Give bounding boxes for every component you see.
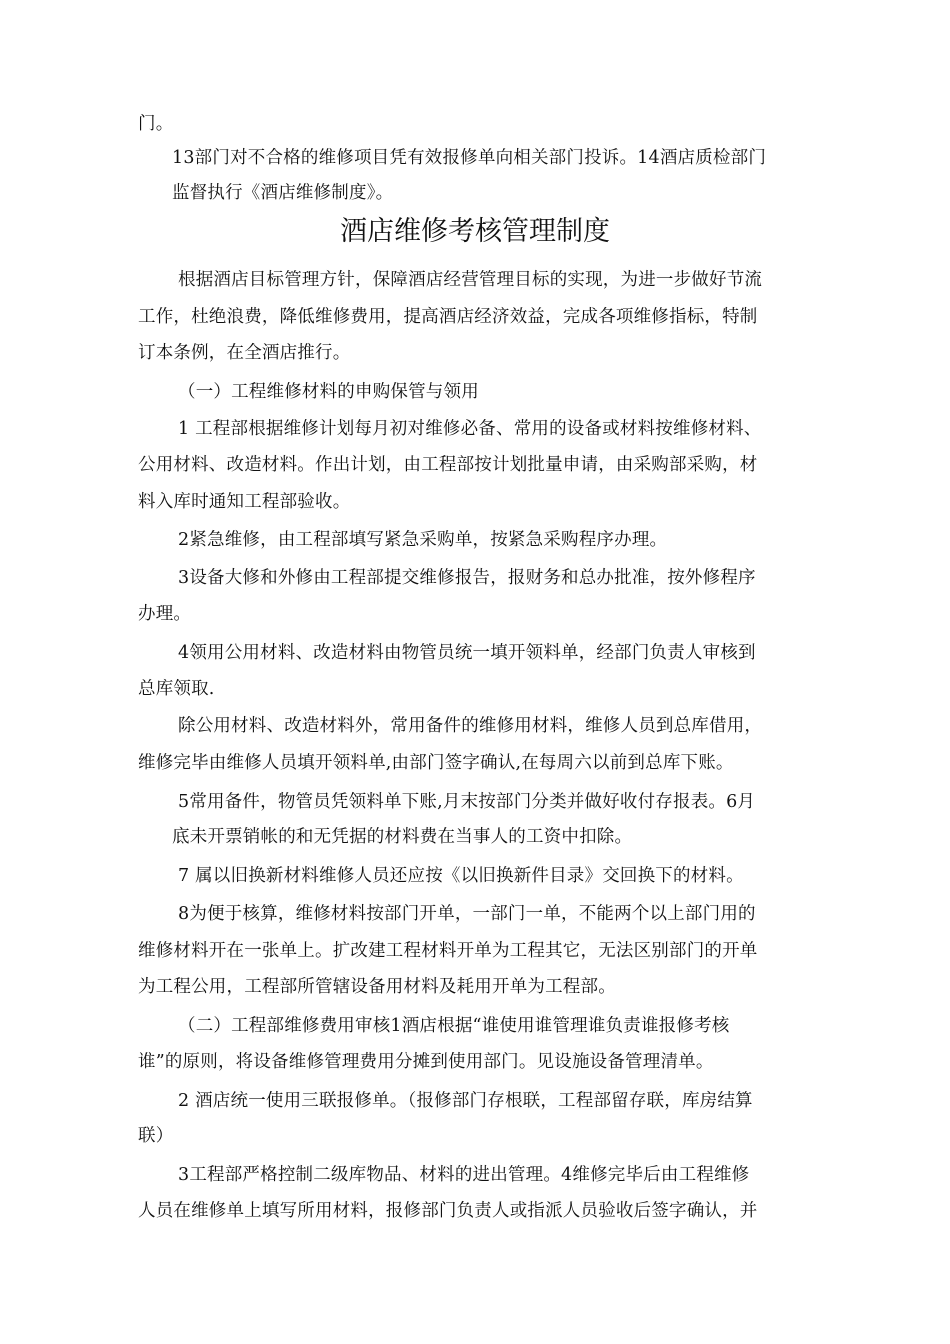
text-line: 13部门对不合格的维修项目凭有效报修单向相关部门投诉。14酒店质检部门 bbox=[172, 148, 767, 168]
text-line: 3设备大修和外修由工程部提交维修报告，报财务和总办批准，按外修程序 bbox=[178, 568, 756, 588]
text-line: 除公用材料、改造材料外，常用备件的维修用材料，维修人员到总库借用， bbox=[178, 716, 763, 736]
page-title: 酒店维修考核管理制度 bbox=[340, 216, 610, 247]
text-line: 监督执行《酒店维修制度》。 bbox=[172, 183, 394, 203]
text-line: 联） bbox=[138, 1126, 174, 1146]
text-line: 维修完毕由维修人员填开领料单,由部门签字确认,在每周六以前到总库下账。 bbox=[138, 753, 734, 773]
text-line: 7 属以旧换新材料维修人员还应按《以旧换新件目录》交回换下的材料。 bbox=[178, 866, 744, 886]
text-line: 1 工程部根据维修计划每月初对维修必备、常用的设备或材料按维修材料、 bbox=[178, 419, 762, 439]
text-line: 2紧急维修，由工程部填写紧急采购单，按紧急采购程序办理。 bbox=[178, 530, 668, 550]
text-line: 3工程部严格控制二级库物品、材料的进出管理。4维修完毕后由工程维修 bbox=[178, 1165, 750, 1185]
text-line: 根据酒店目标管理方针，保障酒店经营管理目标的实现，为进一步做好节流 bbox=[178, 270, 763, 290]
text-line: 5常用备件，物管员凭领料单下账,月末按部门分类并做好收付存报表。6月 bbox=[178, 792, 756, 812]
text-line: 总库领取. bbox=[138, 679, 215, 699]
text-line: 谁”的原则，将设备维修管理费用分摊到使用部门。见设施设备管理清单。 bbox=[138, 1052, 714, 1072]
text-line: 办理。 bbox=[138, 604, 192, 624]
section-heading: （一）工程维修材料的申购保管与领用 bbox=[178, 382, 479, 402]
text-line: 门。 bbox=[138, 114, 174, 134]
text-line: 4领用公用材料、改造材料由物管员统一填开领料单，经部门负责人审核到 bbox=[178, 643, 756, 663]
text-line: 为工程公用，工程部所管辖设备用材料及耗用开单为工程部。 bbox=[138, 977, 616, 997]
text-line: 8为便于核算，维修材料按部门开单，一部门一单，不能两个以上部门用的 bbox=[178, 904, 756, 924]
text-line: 底未开票销帐的和无凭据的材料费在当事人的工资中扣除。 bbox=[172, 827, 633, 847]
text-line: 人员在维修单上填写所用材料，报修部门负责人或指派人员验收后签字确认，并 bbox=[138, 1201, 758, 1221]
text-line: 公用材料、改造材料。作出计划，由工程部按计划批量申请，由采购部采购，材 bbox=[138, 455, 758, 475]
text-line: 工作，杜绝浪费，降低维修费用，提高酒店经济效益，完成各项维修指标，特制 bbox=[138, 307, 758, 327]
text-line: 订本条例，在全酒店推行。 bbox=[138, 343, 351, 363]
text-line: 维修材料开在一张单上。扩改建工程材料开单为工程其它，无法区别部门的开单 bbox=[138, 941, 758, 961]
text-line: 2 酒店统一使用三联报修单。（报修部门存根联，工程部留存联，库房结算 bbox=[178, 1091, 753, 1111]
section-heading: （二）工程部维修费用审核1酒店根据“谁使用谁管理谁负责谁报修考核 bbox=[178, 1016, 730, 1036]
text-line: 料入库时通知工程部验收。 bbox=[138, 492, 351, 512]
